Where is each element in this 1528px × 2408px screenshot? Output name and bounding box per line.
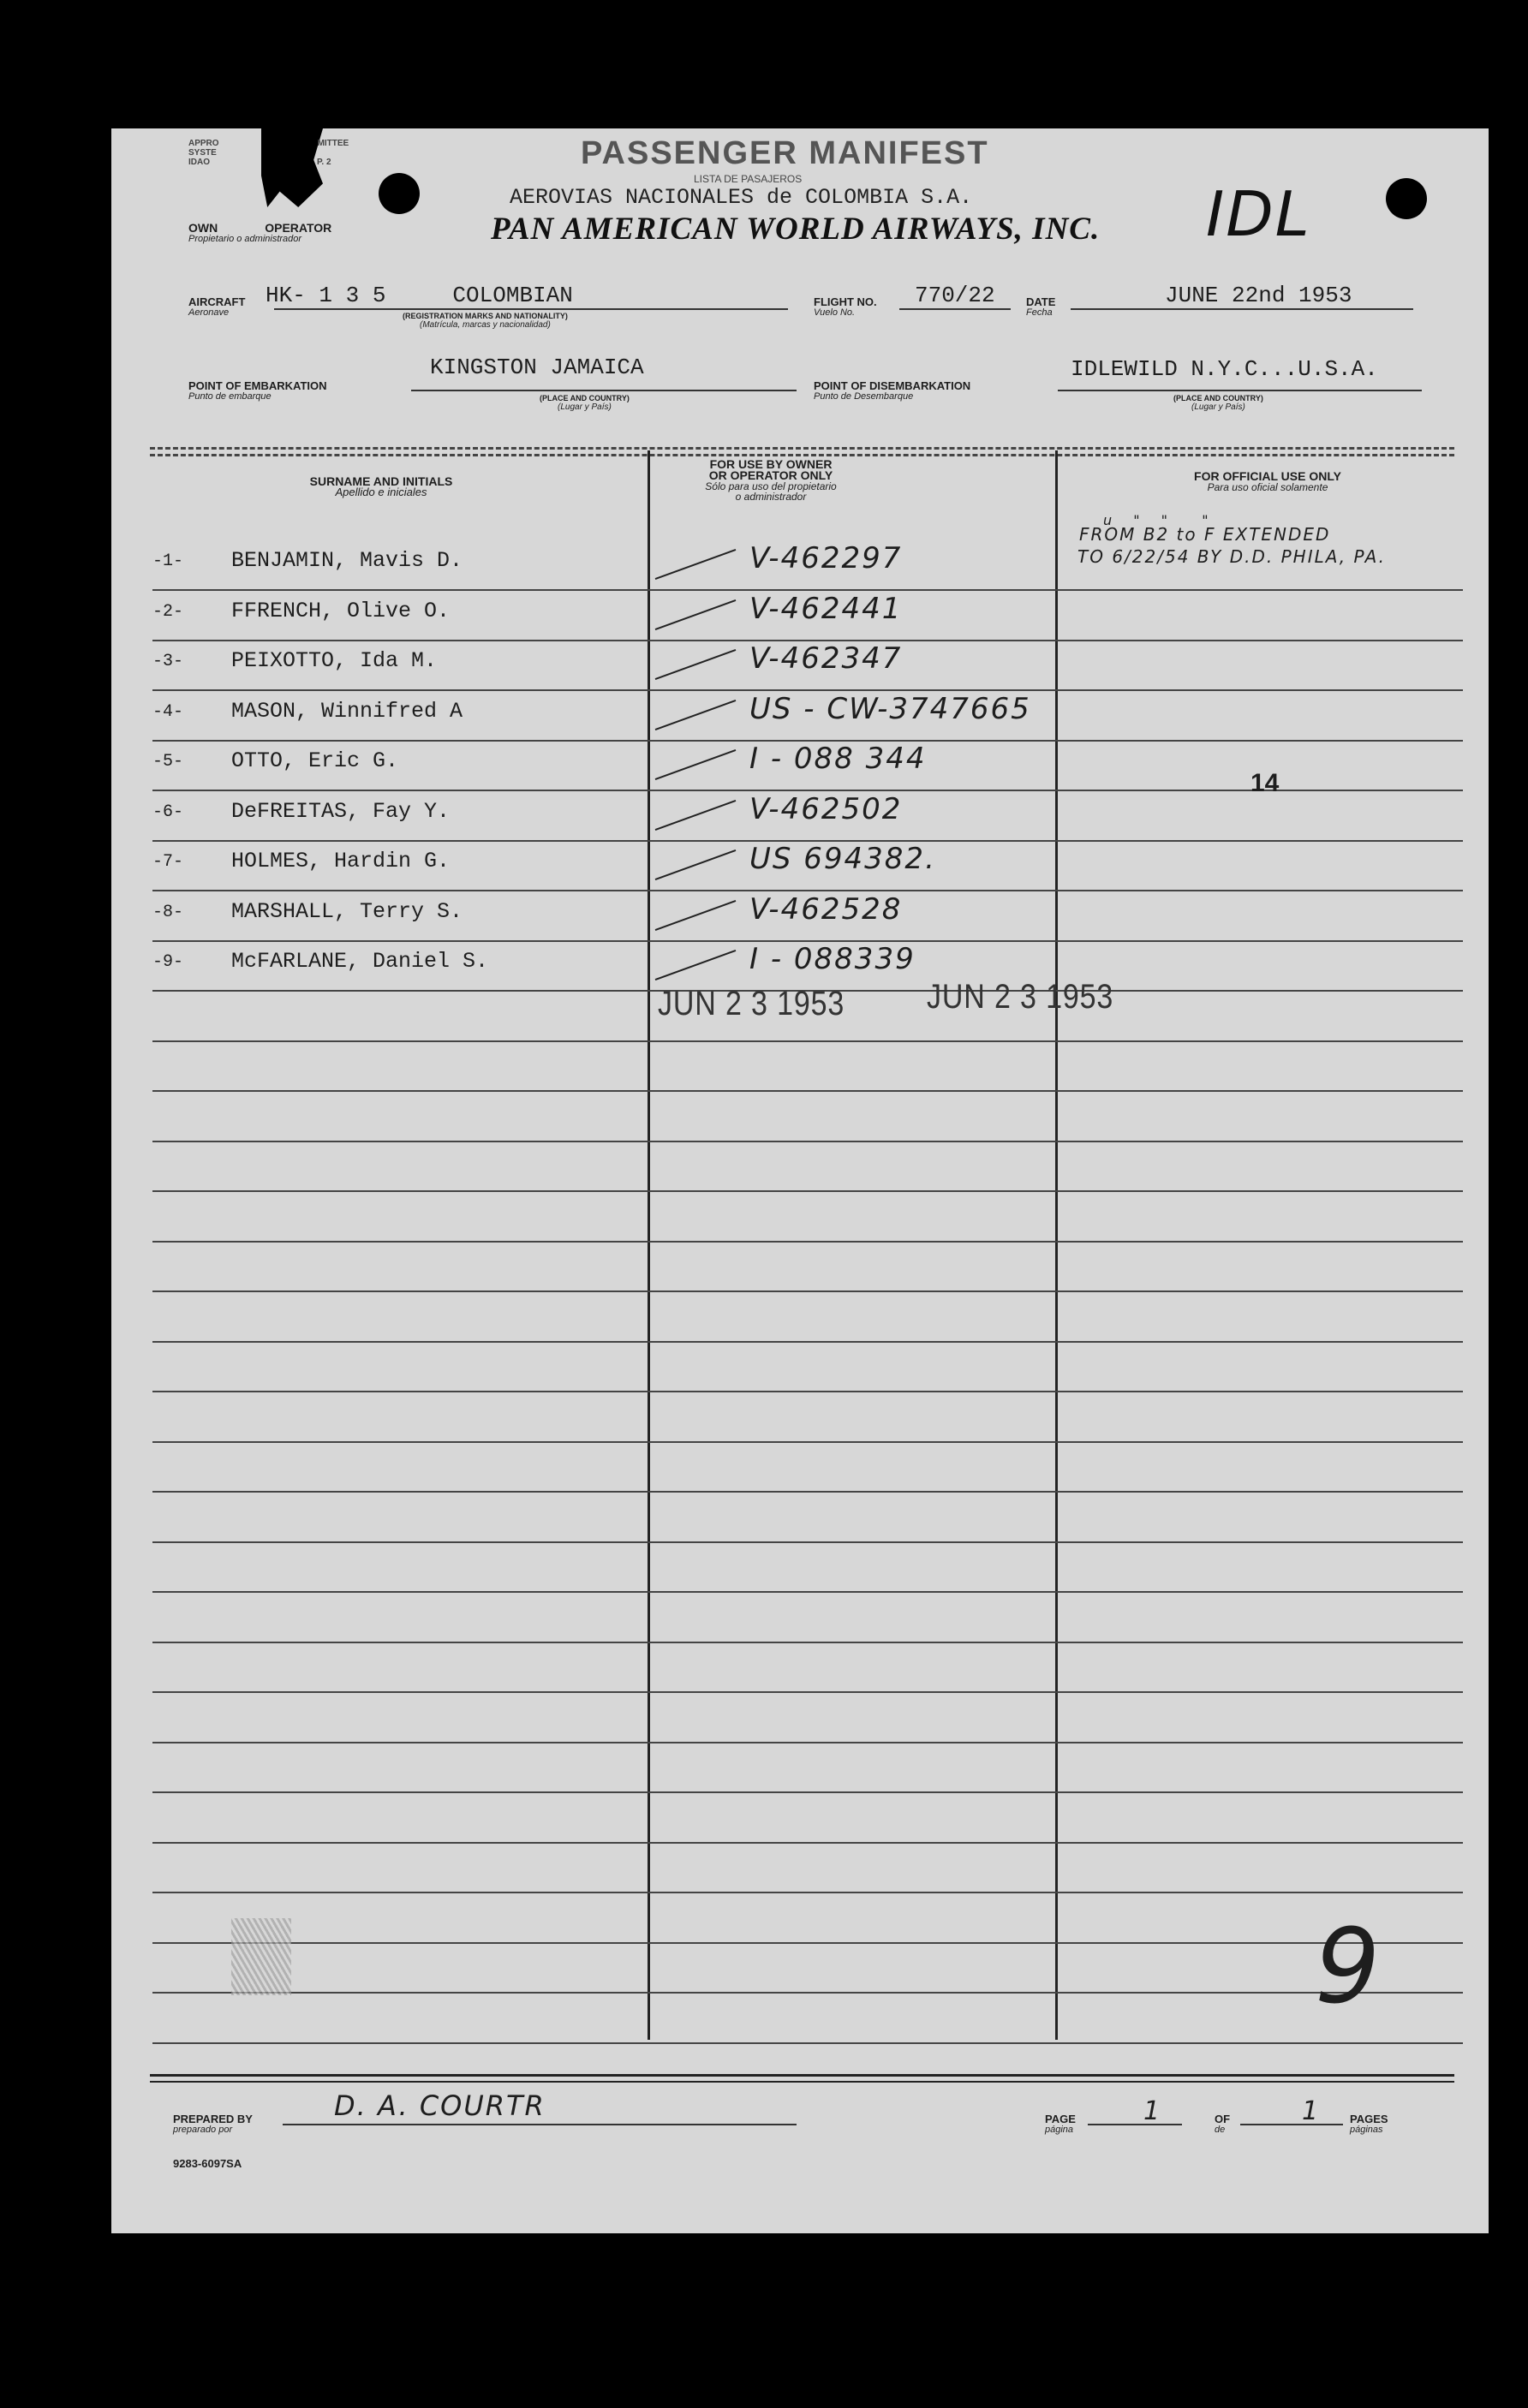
row-line <box>152 1090 1463 1092</box>
manifest-subtitle: LISTA DE PASAJEROS <box>694 173 803 185</box>
passenger-number: -8- <box>152 902 184 922</box>
passenger-document-number: US - CW-3747665 <box>749 691 1031 726</box>
header-rule-top <box>150 447 1454 450</box>
airline-name-colombia: AEROVIAS NACIONALES de COLOMBIA S.A. <box>510 185 973 210</box>
flight-value: 770/22 <box>915 283 995 308</box>
punch-hole-right <box>1386 178 1427 219</box>
row-line <box>152 1791 1463 1793</box>
passenger-name: MASON, Winnifred A <box>231 698 463 724</box>
row-line <box>152 1141 1463 1142</box>
page-line <box>1088 2124 1182 2125</box>
passenger-document-number: I - 088 344 <box>749 742 927 776</box>
footer-top-rule-2 <box>150 2081 1454 2083</box>
passenger-document-number: I - 088339 <box>749 942 916 976</box>
disembarkation-caption: (PLACE AND COUNTRY) (Lugar y País) <box>1173 394 1263 412</box>
aircraft-value: HK- 1 3 5 COLOMBIAN <box>266 283 573 308</box>
form-number: 9283-6097SA <box>173 2157 242 2170</box>
prepared-by-line <box>283 2124 797 2125</box>
passenger-number: -7- <box>152 852 184 872</box>
row-line <box>152 1190 1463 1192</box>
check-slash <box>655 549 737 580</box>
embarkation-label: POINT OF EMBARKATION Punto de embarque <box>188 379 327 402</box>
airline-name-panam: PAN AMERICAN WORLD AIRWAYS, INC. <box>491 212 1101 247</box>
row-line <box>152 1491 1463 1493</box>
passenger-number: -9- <box>152 952 184 972</box>
row-line <box>152 2042 1463 2044</box>
date-value: JUNE 22nd 1953 <box>1165 283 1352 308</box>
passenger-document-number: V-462441 <box>749 591 903 626</box>
received-stamp-1: JUN 2 3 1953 <box>658 985 845 1022</box>
prepared-by-signature: D. A. COURTR <box>334 2089 546 2122</box>
passenger-document-number: V-462528 <box>749 891 903 927</box>
row-line <box>152 1691 1463 1693</box>
row-line <box>152 1992 1463 1994</box>
official-note-marks: u " " " <box>1103 512 1217 528</box>
passenger-number: -1- <box>152 551 184 571</box>
disembarkation-line <box>1058 390 1422 391</box>
check-slash <box>655 649 737 680</box>
passenger-number: -3- <box>152 652 184 671</box>
punch-hole-left <box>379 173 420 214</box>
date-line <box>1071 308 1413 310</box>
passenger-number: -5- <box>152 752 184 772</box>
date-label: DATE Fecha <box>1026 295 1056 318</box>
disembarkation-label: POINT OF DISEMBARKATION Punto de Desembarque <box>814 379 971 402</box>
of-line <box>1240 2124 1343 2125</box>
passenger-document-number: V-462347 <box>749 641 903 676</box>
owner-operator-label: OWN OPERATOR Propietario o administrador <box>188 221 332 244</box>
flight-label: FLIGHT NO. Vuelo No. <box>814 295 877 318</box>
header-rule-bottom <box>150 454 1454 456</box>
smudge-mark <box>231 1918 291 1995</box>
row-line <box>152 1040 1463 1042</box>
page-mark-handwritten: 9 <box>1315 1908 1382 2027</box>
check-slash <box>655 799 737 830</box>
passenger-document-number: V-462502 <box>749 791 903 826</box>
corner-handwritten-code: IDL <box>1206 178 1311 250</box>
passenger-name: DeFREITAS, Fay Y. <box>231 798 451 824</box>
row-line <box>152 1942 1463 1944</box>
pages-label: PAGES páginas <box>1350 2113 1388 2135</box>
passenger-number: -4- <box>152 701 184 722</box>
approval-block: APPRO MITTEE SYSTE IDAO P. 2 <box>188 139 349 167</box>
passenger-document-number: V-462297 <box>749 541 903 575</box>
row-line <box>152 1391 1463 1392</box>
page-value: 1 <box>1143 2096 1162 2126</box>
column-header-official: FOR OFFICIAL USE ONLY Para uso oficial solamente <box>1194 469 1341 493</box>
of-label: OF de <box>1215 2113 1231 2135</box>
row-line <box>152 1892 1463 1893</box>
manifest-sheet <box>111 128 1489 2233</box>
of-value: 1 <box>1302 2096 1321 2126</box>
received-stamp-2: JUN 2 3 1953 <box>927 978 1114 1016</box>
row-line <box>152 1742 1463 1743</box>
check-slash <box>655 899 737 930</box>
row-line <box>152 1591 1463 1593</box>
prepared-by-label: PREPARED BY preparado por <box>173 2113 253 2135</box>
row-line <box>152 1290 1463 1292</box>
passenger-name: HOLMES, Hardin G. <box>231 849 451 873</box>
row-line <box>152 1842 1463 1844</box>
page-label: PAGE página <box>1045 2113 1076 2135</box>
check-slash <box>655 749 737 780</box>
check-slash <box>655 699 737 730</box>
check-slash <box>655 599 737 629</box>
row-line <box>152 1241 1463 1243</box>
passenger-name: OTTO, Eric G. <box>231 748 399 773</box>
passenger-name: MARSHALL, Terry S. <box>231 898 463 924</box>
check-slash <box>655 950 737 980</box>
passenger-document-number: US 694382. <box>749 842 936 876</box>
flight-line <box>899 308 1011 310</box>
row-line <box>152 1441 1463 1443</box>
aircraft-label: AIRCRAFT Aeronave <box>188 295 246 318</box>
official-note-line1: FROM B2 to F EXTENDED <box>1079 524 1331 545</box>
column-header-owner: FOR USE BY OWNER OR OPERATOR ONLY Sólo para uso del propietario o administrador <box>705 457 837 503</box>
embarkation-value: KINGSTON JAMAICA <box>430 355 644 380</box>
passenger-name: McFARLANE, Daniel S. <box>231 949 489 974</box>
column-header-surname: SURNAME AND INITIALS Apellido e iniciales <box>309 474 453 498</box>
passenger-number: -2- <box>152 601 184 622</box>
footer-top-rule <box>150 2074 1454 2077</box>
passenger-name: BENJAMIN, Mavis D. <box>231 548 463 573</box>
passenger-number: -6- <box>152 802 184 822</box>
manifest-title: PASSENGER MANIFEST <box>581 135 989 171</box>
passenger-name: FFRENCH, Olive O. <box>231 598 451 623</box>
embarkation-caption: (PLACE AND COUNTRY) (Lugar y País) <box>540 394 630 412</box>
check-slash <box>655 849 737 880</box>
disembarkation-value: IDLEWILD N.Y.C...U.S.A. <box>1071 356 1378 382</box>
count-mark: 14 <box>1250 769 1280 797</box>
row-line <box>152 1642 1463 1643</box>
row-line <box>152 1541 1463 1543</box>
embarkation-line <box>411 390 797 391</box>
aircraft-caption: (REGISTRATION MARKS AND NATIONALITY) (Matrícula, marcas y nacionalidad) <box>403 312 568 330</box>
row-line <box>152 1341 1463 1343</box>
official-note-line2: TO 6/22/54 BY D.D. PHILA, PA. <box>1077 546 1386 567</box>
passenger-name: PEIXOTTO, Ida M. <box>231 648 438 673</box>
aircraft-line <box>274 308 788 310</box>
